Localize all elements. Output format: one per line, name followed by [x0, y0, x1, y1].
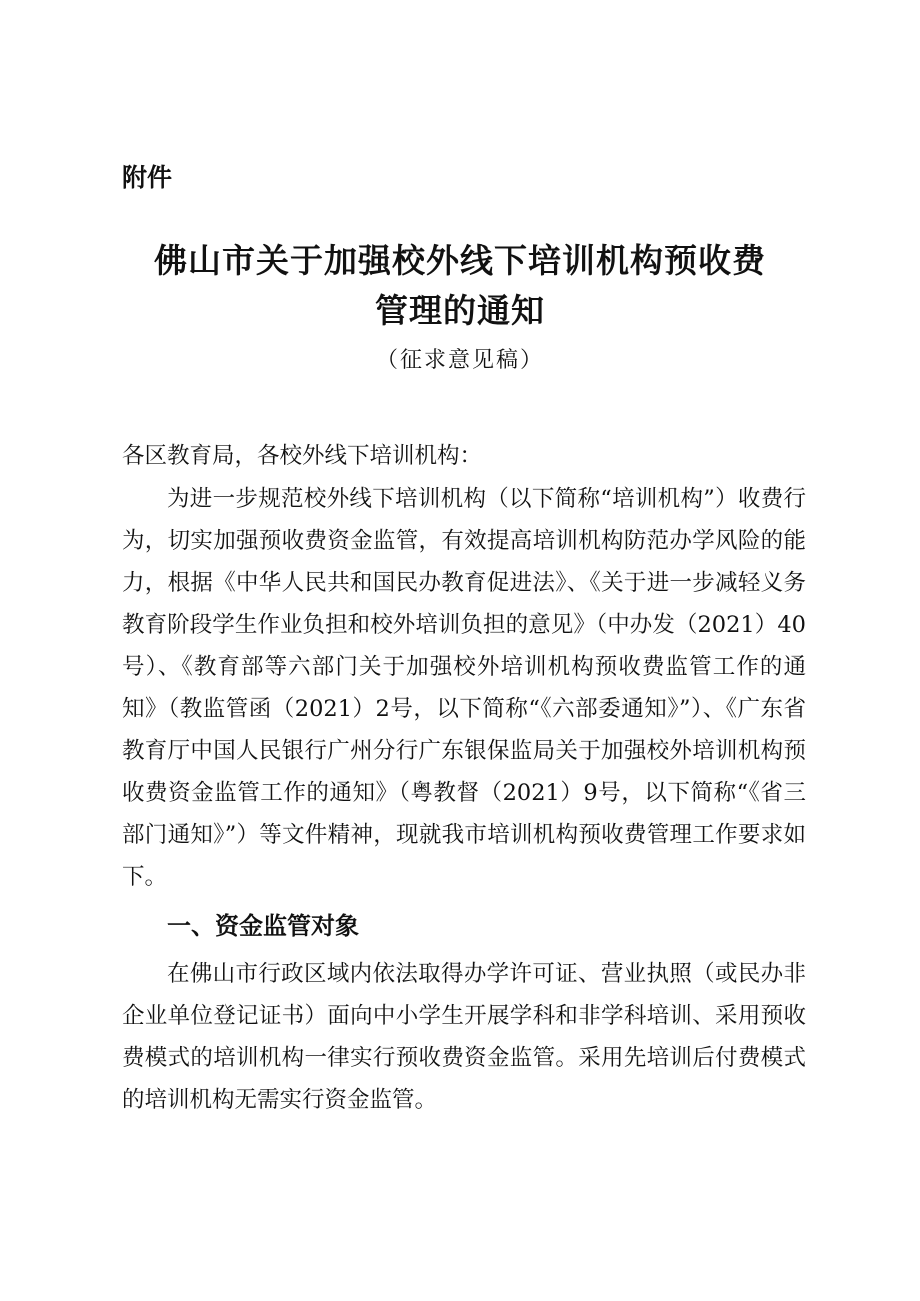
- document-title-line-1: 佛山市关于加强校外线下培训机构预收费: [154, 241, 766, 280]
- attachment-label: 附件: [122, 163, 173, 192]
- paragraph-section-1: 在佛山市行政区域内依法取得办学许可证、营业执照（或民办非企业单位登记证书）面向中小学生开展学科和非学科培训、采用预收费模式的培训机构一律实行预收费资金监管。采用先培训后付费模式的培训机构无需实行资金监管。: [122, 961, 806, 1113]
- paragraph-intro: 为进一步规范校外线下培训机构（以下简称“培训机构”）收费行为，切实加强预收费资金监管，有效提高培训机构防范办学风险的能力，根据《中华人民共和国民办教育促进法》、《关于进一步减轻义务教育阶段学生作业负担和校外培训负担的意见》（中办发（2021）40号）、《教育部等六部门关于加强校外培训机构预收费监管工作的通知》（教监管函（2021）2号，以下简称“《六部委通知》”）、《广东省教育厅中国人民银行广州分行广东银保监局关于加强校外培训机构预收费资金监管工作的通知》（粤教督（2021）9号，以下简称“《省三部门通知》”）等文件精神，现就我市培训机构预收费管理工作要求如下。: [122, 486, 806, 890]
- section-heading-1: 一、资金监管对象: [167, 912, 359, 940]
- document-subtitle: （征求意见稿）: [375, 348, 544, 373]
- salutation: 各区教育局，各校外线下培训机构：: [122, 443, 483, 469]
- document-title-line-2: 管理的通知: [375, 291, 545, 330]
